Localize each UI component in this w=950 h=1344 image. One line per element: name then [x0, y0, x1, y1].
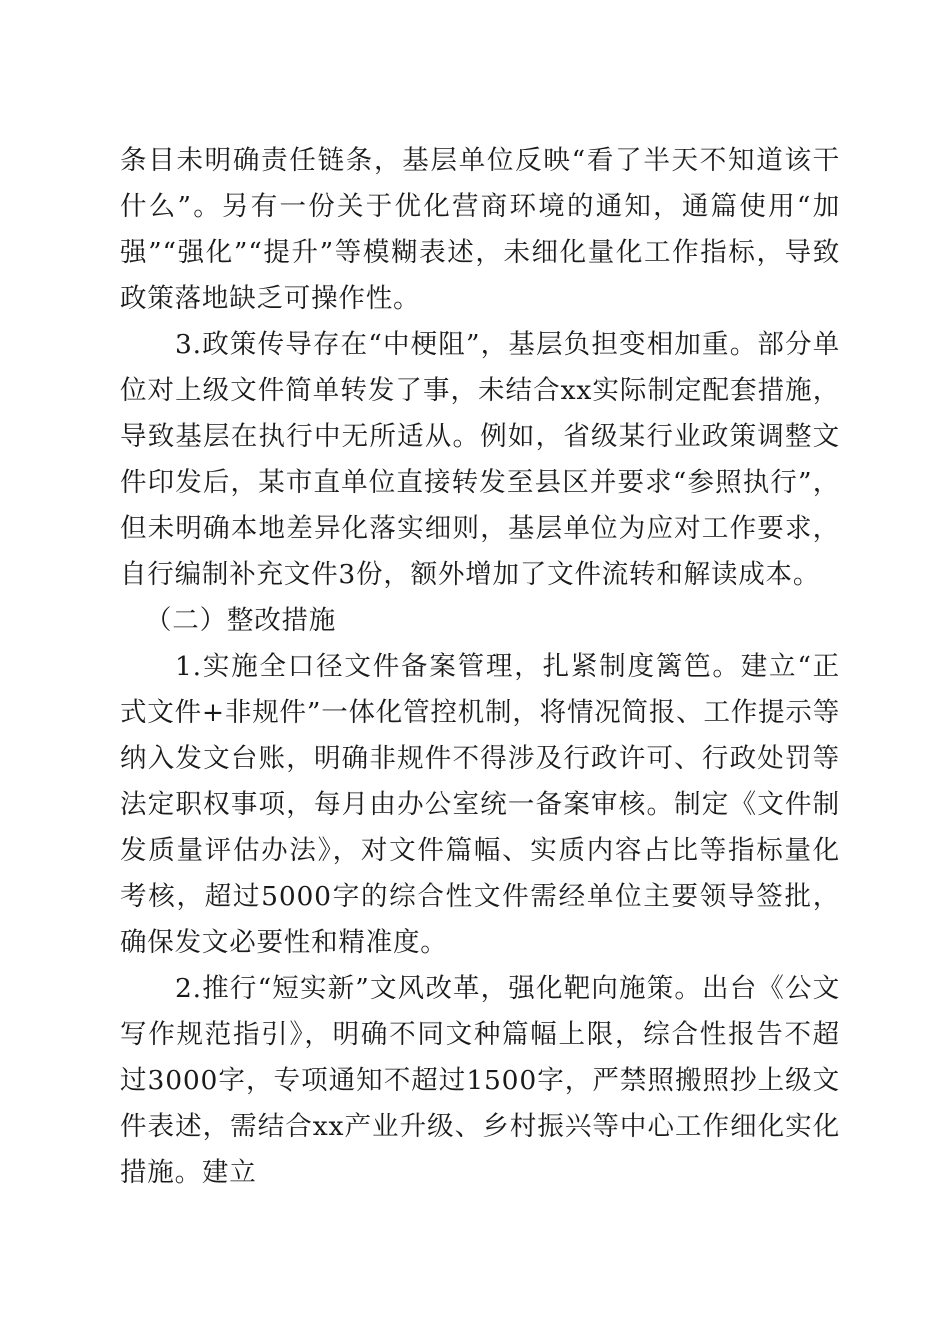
document-body: [120, 138, 840, 1196]
paragraph-measure-2: 2.推行“短实新”文风改革，强化靶向施策。出台《公文写作规范指引》，明确不同文种篇幅上限，综合性报告不超过3000字，专项通知不超过1500字，严禁照搬照抄上级文件表述，需结合xx产业升级、乡村振兴等中心工作细化实化措施。建立: [120, 973, 840, 1188]
section-heading: （二）整改措施: [145, 605, 337, 636]
paragraph-measure-1: 1.实施全口径文件备案管理，扎紧制度篱笆。建立“正式文件+非规件”一体化管控机制，将情况简报、工作提示等纳入发文台账，明确非规件不得涉及行政许可、行政处罚等法定职权事项，每月由办公室统一备案审核。制定《文件制发质量评估办法》，对文件篇幅、实质内容占比等指标量化考核，超过5000字的综合性文件需经单位主要领导签批，确保发文必要性和精准度。: [120, 651, 840, 958]
paragraph-continuation: 条目未明确责任链条，基层单位反映“看了半天不知道该干什么”。另有一份关于优化营商环境的通知，通篇使用“加强”“强化”“提升”等模糊表述，未细化量化工作指标，导致政策落地缺乏可操作性。: [120, 145, 840, 314]
paragraph-item-3: 3.政策传导存在“中梗阻”，基层负担变相加重。部分单位对上级文件简单转发了事，未结合xx实际制定配套措施，导致基层在执行中无所适从。例如，省级某行业政策调整文件印发后，某市直单位直接转发至县区并要求“参照执行”，但未明确本地差异化落实细则，基层单位为应对工作要求，自行编制补充文件3份，额外增加了文件流转和解读成本。: [120, 329, 840, 590]
